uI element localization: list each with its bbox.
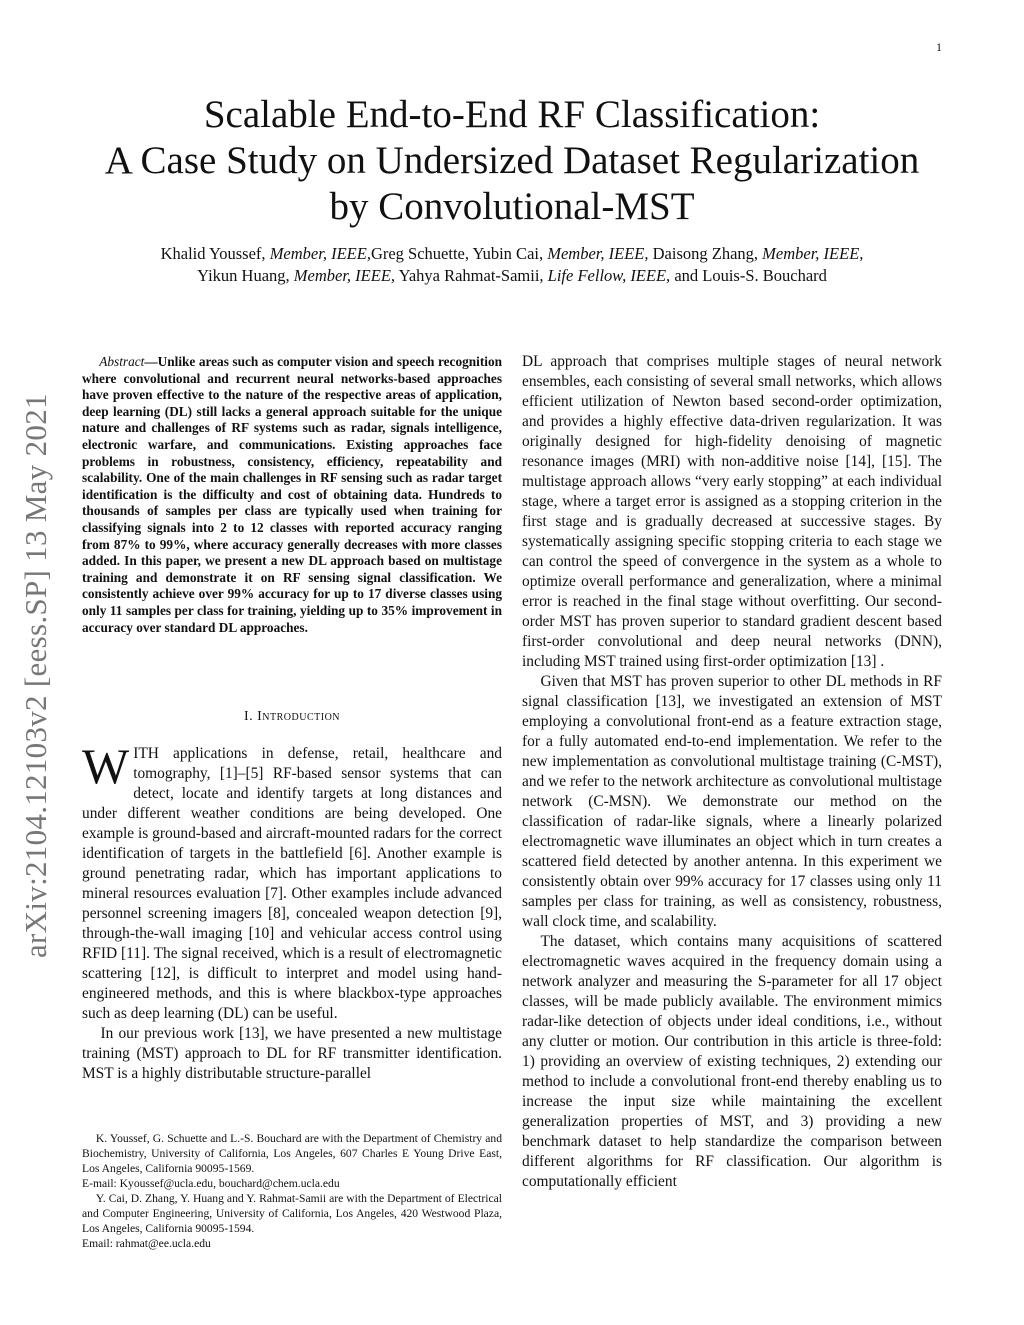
- right-column-text: [522, 352, 942, 1192]
- author-role: Member, IEEE,: [269, 244, 371, 263]
- footnote: K. Youssef, G. Schuette and L.-S. Bouchard are with the Department of Chemistry and Biochemistry, University of California, Los Angeles, 607 Charles E Young Drive East, Los Angeles, California 90095-1569.: [82, 1132, 502, 1175]
- section-title: Introduction: [257, 709, 341, 724]
- footnotes: [82, 1131, 502, 1251]
- drop-cap: W: [82, 738, 130, 794]
- author-role: Member, IEEE,: [547, 244, 649, 263]
- author-role: Member, IEEE,: [762, 244, 864, 263]
- footnote-email: Email: rahmat@ee.ucla.edu: [82, 1237, 211, 1250]
- page-number: 1: [936, 40, 942, 54]
- footnote: Y. Cai, D. Zhang, Y. Huang and Y. Rahmat-Samii are with the Department of Electrical and Computer Engineering, University of California, Los Angeles, 420 Westwood Plaza, Los Angeles, California 90095-1594.: [82, 1192, 502, 1235]
- abstract: [82, 354, 502, 636]
- author-role: Member, IEEE,: [293, 266, 396, 285]
- paragraph: Given that MST has proven superior to other DL methods in RF signal classification [13], we investigated an extension of MST employing a convolutional front-end as a feature extraction stage, for a fully automated end-to-end implementation. We refer to the new implementation as convolutional multistage training (C-MST), and we refer to the network architecture as convolutional multistage network (C-MSN). We demonstrate our method on the classification of radar-like signals, where a linearly polarized electromagnetic wave illuminates an object which in turn creates a scattered field detected by another antenna. In this experiment we consistently obtain over 99% accuracy for 17 classes using only 11 samples per class for training, as well as consistency, robustness, wall clock time, and scalability.: [522, 673, 942, 930]
- paragraph: The dataset, which contains many acquisitions of scattered electromagnetic waves acquired in the frequency domain using a network analyzer and measuring the S-parameter for all 17 object classes, will be made publicly available. The environment mimics radar-like detection of objects under ideal conditions, i.e., without any clutter or motion. Our contribution in this article is three-fold: 1) providing an overview of existing techniques, 2) extending our method to include a convolutional front-end thereby enabling us to increase the input size while maintaining the excellent generalization properties of MST, and 3) providing a new benchmark dataset to help standardize the comparison between different algorithms for RF classification. Our algorithm is computationally efficient: [522, 933, 942, 1190]
- author-role: Life Fellow, IEEE,: [547, 266, 671, 285]
- title-line: Scalable End-to-End RF Classification:: [203, 93, 821, 136]
- footnote-email: E-mail: Kyoussef@ucla.edu, bouchard@chem.ucla.edu: [82, 1177, 340, 1190]
- introduction-text: [82, 738, 502, 1084]
- author: Yikun Huang,: [197, 266, 290, 285]
- abstract-label: Abstract: [99, 354, 145, 369]
- paragraph: In our previous work [13], we have presented a new multistage training (MST) approach to DL for RF transmitter identification. MST is a highly distributable structure-parallel: [82, 1025, 502, 1082]
- paper-title: [0, 92, 1024, 230]
- author: and Louis-S. Bouchard: [674, 266, 827, 285]
- section-number: I.: [243, 709, 254, 724]
- paragraph: [82, 738, 502, 1024]
- section-heading: [82, 709, 502, 725]
- author-list: [60, 243, 964, 287]
- author: Daisong Zhang,: [652, 244, 759, 263]
- abstract-text: —Unlike areas such as computer vision and speech recognition where convolutional and recurrent neural networks-based approaches have proven effective to the nature of the respective areas of application, deep learning (DL) still lacks a general approach suitable for the unique nature and challenges of RF systems such as radar, signals intelligence, electronic warfare, and communications. Existing approaches face problems in robustness, consistency, efficiency, repeatability and scalability. One of the main challenges in RF sensing such as radar target identification is the difficulty and cost of obtaining data. Hundreds to thousands of samples per class are typically used when training for classifying signals into 2 to 12 classes with reported accuracy ranging from 87% to 99%, where accuracy generally decreases with more classes added. In this paper, we present a new DL approach based on multistage training and demonstrate it on RF sensing signal classification. We consistently achieve over 99% accuracy for up to 17 diverse classes using only 11 samples per class for training, yielding up to 35% improvement in accuracy over standard DL approaches.: [82, 354, 502, 635]
- title-line: A Case Study on Undersized Dataset Regularization: [104, 139, 920, 182]
- author: Yahya Rahmat-Samii,: [398, 266, 544, 285]
- author: Greg Schuette, Yubin Cai,: [370, 244, 544, 263]
- arxiv-identifier: arXiv:2104.12103v2 [eess.SP] 13 May 2021: [18, 393, 53, 958]
- paragraph: DL approach that comprises multiple stages of neural network ensembles, each consisting of several small networks, which allows efficient utilization of Newton based second-order optimization, and provides a highly effective data-driven regularization. It was originally designed for high-fidelity denoising of magnetic resonance images (MRI) with non-additive noise [14], [15]. The multistage approach allows “very early stopping” at each individual stage, where a target error is assigned as a stopping criterion in the first stage and is gradually decreased at successive stages. By systematically assigning specific stopping criteria to each stage we can control the speed of convergence in the system as a whole to optimize overall performance and generalization, where a minimal error is reached in the final stage without overfitting. Our second-order MST has proven superior to standard gradient descent based first-order convolutional and deep neural networks (DNN), including MST trained using first-order optimization [13] .: [522, 353, 942, 670]
- first-word: ITH: [133, 745, 159, 762]
- title-line: by Convolutional-MST: [329, 185, 695, 228]
- paragraph-text: applications in defense, retail, healthcare and tomography, [1]–[5] RF-based sensor systems that can detect, locate and identify targets at long distances and under different weather conditions are being developed. One example is ground-based and aircraft-mounted radars for the correct identification of targets in the battlefield [6]. Another example is ground penetrating radar, which has important applications to mineral resources evaluation [7]. Other examples include advanced personnel screening imagers [8], concealed weapon detection [9], through-the-wall imaging [10] and vehicular access control using RFID [11]. The signal received, which is a result of electromagnetic scattering [12], is difficult to interpret and model using hand-engineered methods, and this is where blackbox-type approaches such as deep learning (DL) can be useful.: [82, 745, 502, 1022]
- author: Khalid Youssef,: [160, 244, 266, 263]
